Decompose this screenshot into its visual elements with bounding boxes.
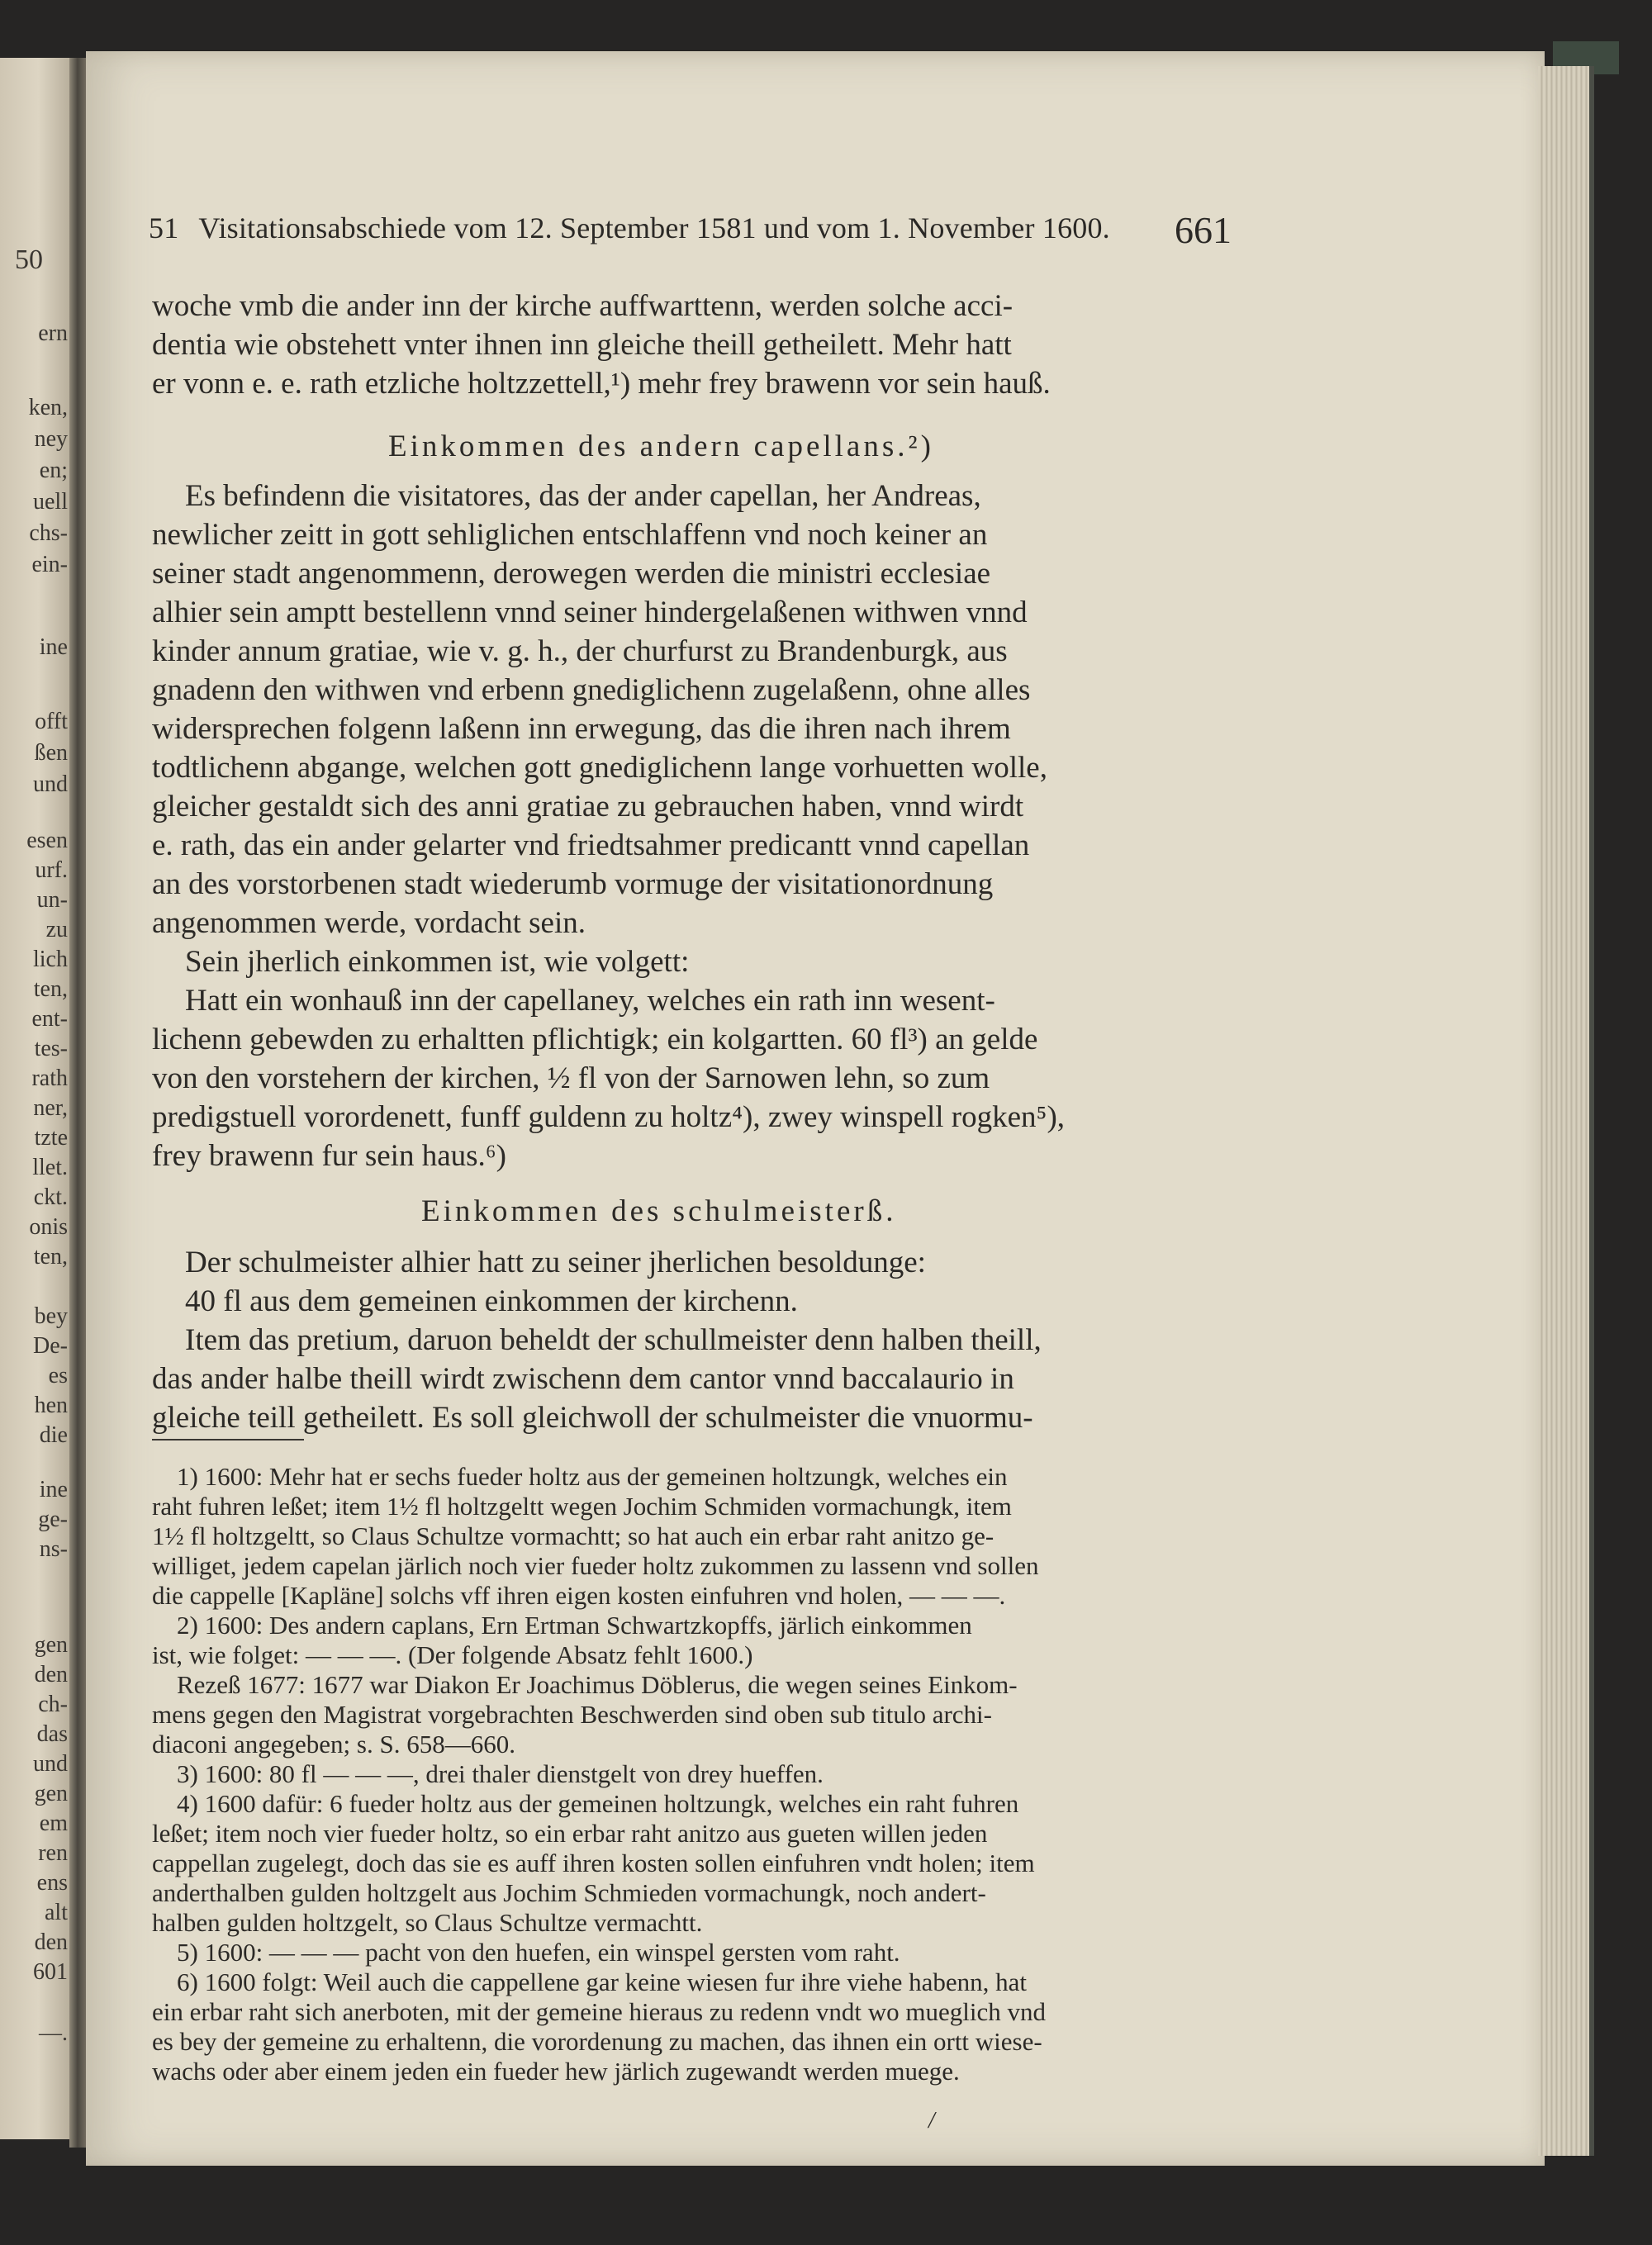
body-line: alhier sein amptt bestellenn vnnd seiner hindergelaßenen withwen vnnd [152, 596, 1028, 629]
left-page-fragment: tzte [34, 1127, 68, 1150]
footnote-line: mens gegen den Magistrat vorgebrachten Beschwerden sind oben sub titulo archi- [152, 1700, 992, 1729]
left-page-fragment: ent- [31, 1008, 68, 1031]
left-page-fragment: ern [38, 322, 68, 345]
body-line: er vonn e. e. rath etzliche holtzzettell,¹) mehr frey brawenn vor sein hauß. [152, 367, 1051, 401]
left-page-fragment: ßen [34, 742, 68, 765]
body-line: newlicher zeitt in gott sehliglichen entschlaffenn vnd noch keiner an [152, 518, 988, 552]
footnote-line: Rezeß 1677: 1677 war Diakon Er Joachimus Döblerus, die wegen seines Einkom- [177, 1670, 1018, 1699]
left-page-fragment: llet. [32, 1156, 68, 1179]
footnote-line: wachs oder aber einem jeden ein fueder hew järlich zugewandt werden muege. [152, 2057, 960, 2086]
running-head-title: Visitationsabschiede vom 12. September 1581 und vom 1. November 1600. [198, 211, 1110, 244]
left-page-fragment: ine [39, 636, 68, 659]
left-page-fragment: ge- [38, 1508, 68, 1531]
footnote-rule [152, 1439, 304, 1441]
footnote-line: raht fuhren leßet; item 1½ fl holtzgeltt wegen Jochim Schmiden vormachungk, item [152, 1492, 1012, 1521]
body-line: von den vorstehern der kirchen, ½ fl von der Sarnowen lehn, so zum [152, 1061, 990, 1095]
footnote-line: 5) 1600: — — — pacht von den huefen, ein winspel gersten vom raht. [177, 1938, 900, 1967]
body-line: gleicher gestaldt sich des anni gratiae zu gebrauchen haben, vnnd wirdt [152, 790, 1024, 823]
body-line: todtlichenn abgange, welchen gott gnediglichenn lange vorhuetten wolle, [152, 751, 1047, 785]
left-page-fragment: ten, [33, 1246, 68, 1269]
left-page-fragment: gen [34, 1782, 68, 1806]
footnote-line: williget, jedem capelan järlich noch vier fueder holtz zukommen zu lassenn vnd sollen [152, 1551, 1039, 1580]
left-page-fragment: —. [39, 2022, 68, 2045]
book-gutter [69, 58, 88, 2148]
left-page-fragment: urf. [35, 859, 68, 882]
left-page-fragment: uell [33, 491, 68, 514]
footnote-line: ein erbar raht sich anerboten, mit der gemeine hieraus zu redenn vndt wo mueglich vnd [152, 1997, 1047, 2026]
left-page-fragment: chs- [29, 522, 68, 545]
section-number: 51 [149, 211, 179, 244]
left-page-fragment: bey [34, 1305, 68, 1328]
left-page-fragment: den [34, 1931, 68, 1954]
footnote-line: 1) 1600: Mehr hat er sechs fueder holtz aus der gemeinen holtzungk, welches ein [177, 1462, 1008, 1491]
body-line: kinder annum gratiae, wie v. g. h., der churfurst zu Brandenburgk, aus [152, 634, 1008, 668]
body-line: woche vmb die ander inn der kirche auffwarttenn, werden solche acci- [152, 289, 1014, 323]
left-page-fragment: ine [39, 1478, 68, 1502]
left-page-fragment: gen [34, 1634, 68, 1657]
left-page-fragment: hen [34, 1394, 68, 1417]
left-page-fragment: zu [45, 918, 68, 942]
left-page-fragment: es [48, 1365, 68, 1388]
body-line: das ander halbe theill wirdt zwischenn dem cantor vnnd baccalaurio in [152, 1362, 1014, 1396]
left-page-fragment: en; [39, 459, 68, 482]
body-line: Es befindenn die visitatores, das der ander capellan, her Andreas, [185, 479, 981, 513]
footnote-line: 1½ fl holtzgeltt, so Claus Schultze vormachtt; so hat auch ein erbar raht anitzo ge- [152, 1521, 995, 1550]
left-page-fragment: ken, [28, 396, 68, 420]
body-line: seiner stadt angenommenn, derowegen werden die ministri ecclesiae [152, 557, 991, 591]
left-page-fragment: esen [26, 829, 68, 852]
page-edges [1538, 66, 1594, 2156]
body-line: widersprechen folgenn laßenn inn erwegung, das die ihren nach ihrem [152, 712, 1011, 746]
footnote-line: es bey der gemeine zu erhaltenn, die vorordenung zu machen, das ihnen ein ortt wiese- [152, 2027, 1042, 2056]
footnote-line: cappellan zugelegt, doch das sie es auff ihren kosten sollen einfuhren vndt holen; item [152, 1849, 1035, 1877]
left-page-fragment: lich [33, 948, 68, 971]
footnote-line: 3) 1600: 80 fl — — —, drei thaler dienstgelt von drey hueffen. [177, 1759, 824, 1788]
left-page-fragment: ns- [39, 1538, 68, 1561]
left-page-fragment: offt [35, 710, 68, 733]
body-line: predigstuell vorordenett, funff guldenn zu holtz⁴), zwey winspell rogken⁵), [152, 1100, 1066, 1134]
left-page-fragment: De- [33, 1335, 68, 1358]
left-page-fragment: rath [31, 1067, 68, 1090]
footnote-line: diaconi angegeben; s. S. 658—660. [152, 1730, 515, 1759]
left-page-fragment: und [33, 1753, 68, 1776]
left-page-fragment: ney [34, 428, 68, 451]
body-line: gleiche teill getheilett. Es soll gleichwoll der schulmeister die vnuormu- [152, 1401, 1033, 1435]
body-line: gnadenn den withwen vnd erbenn gnediglichenn zugelaßenn, ohne alles [152, 673, 1031, 707]
running-head [149, 213, 1110, 243]
left-page-fragment: 601 [33, 1961, 68, 1984]
left-page-fragment: ten, [33, 978, 68, 1001]
footnote-line: ist, wie folget: — — —. (Der folgende Absatz fehlt 1600.) [152, 1640, 753, 1669]
body-line: 40 fl aus dem gemeinen einkommen der kirchenn. [185, 1284, 798, 1318]
body-line: Der schulmeister alhier hatt zu seiner jherlichen besoldunge: [185, 1246, 926, 1279]
body-line: dentia wie obstehett vnter ihnen inn gleiche theill getheilett. Mehr hatt [152, 328, 1012, 362]
right-page [86, 51, 1545, 2166]
left-page-fragment: ren [38, 1842, 68, 1865]
page-number: 661 [1175, 209, 1232, 251]
body-line: an des vorstorbenen stadt wiederumb vormuge der visitationordnung [152, 867, 994, 901]
section-heading-schulmeister: Einkommen des schulmeisterß. [421, 1194, 897, 1228]
footnote-line: anderthalben gulden holtzgelt aus Jochim Schmieden vormachungk, noch andert- [152, 1878, 986, 1907]
body-line: lichenn gebewden zu erhaltten pflichtigk; ein kolgartten. 60 fl³) an gelde [152, 1023, 1038, 1056]
left-page-fragment: ner, [33, 1097, 68, 1120]
left-page-fragment: das [36, 1723, 68, 1746]
footnote-line: 6) 1600 folgt: Weil auch die cappellene gar keine wiesen fur ihre viehe habenn, hat [177, 1967, 1028, 1996]
footnote-line: 2) 1600: Des andern caplans, Ern Ertman Schwartzkopffs, järlich einkommen [177, 1611, 972, 1640]
body-line: Hatt ein wonhauß inn der capellaney, welches ein rath inn wesent- [185, 984, 995, 1018]
footnote-line: die cappelle [Kapläne] solchs vff ihren eigen kosten einfuhren vnd holen, — — —. [152, 1581, 1006, 1610]
body-line: e. rath, das ein ander gelarter vnd friedtsahmer predicantt vnnd capellan [152, 828, 1030, 862]
left-page-fragment: un- [36, 889, 68, 912]
stray-mark: / [928, 2108, 935, 2133]
footnote-line: halben gulden holtzgelt, so Claus Schultze vermachtt. [152, 1908, 703, 1937]
left-page-fragment: ens [36, 1872, 68, 1895]
left-page-fragment: den [34, 1664, 68, 1687]
left-page-fragment: alt [45, 1901, 68, 1925]
left-page-fragment: die [39, 1424, 68, 1447]
body-line: Sein jherlich einkommen ist, wie volgett: [185, 945, 690, 979]
section-heading-capellan: Einkommen des andern capellans.²) [388, 430, 934, 463]
left-page-fragment: ein- [31, 553, 68, 577]
body-line: Item das pretium, daruon beheldt der schullmeister denn halben theill, [185, 1323, 1042, 1357]
left-page-fragment: ch- [38, 1693, 68, 1716]
left-page-fragment: onis [29, 1216, 68, 1239]
footnote-line: 4) 1600 dafür: 6 fueder holtz aus der gemeinen holtzungk, welches ein raht fuhren [177, 1789, 1019, 1818]
left-page-fragment: ckt. [33, 1186, 68, 1209]
body-line: angenommen werde, vordacht sein. [152, 906, 586, 940]
left-page-number: 50 [15, 246, 43, 274]
left-page-fragment: em [39, 1812, 68, 1835]
footnote-line: leßet; item noch vier fueder holtz, so ein erbar raht anitzo aus gueten willen jeden [152, 1819, 988, 1848]
body-line: frey brawenn fur sein haus.⁶) [152, 1139, 506, 1173]
left-page-fragment: und [33, 773, 68, 796]
left-page-fragment: tes- [34, 1037, 68, 1061]
left-page-edge [0, 58, 69, 2139]
